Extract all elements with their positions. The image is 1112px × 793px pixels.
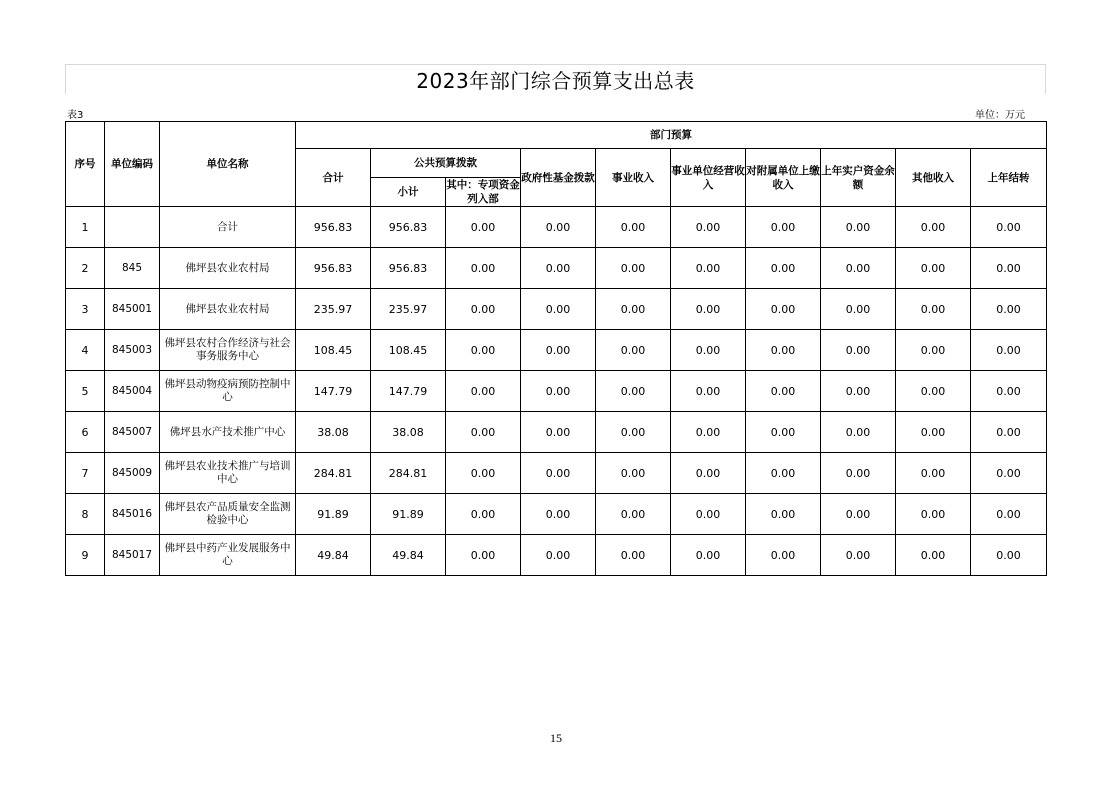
cell-subtotal: 284.81 (371, 453, 446, 494)
cell-total: 108.45 (296, 330, 371, 371)
cell-business: 0.00 (671, 289, 746, 330)
cell-unit-code (105, 207, 160, 248)
cell-subordinate: 0.00 (746, 453, 821, 494)
cell-special: 0.00 (446, 412, 521, 453)
cell-gov-fund: 0.00 (521, 412, 596, 453)
header-seq: 序号 (66, 122, 105, 207)
cell-unit-code: 845001 (105, 289, 160, 330)
cell-business: 0.00 (671, 371, 746, 412)
cell-subtotal: 235.97 (371, 289, 446, 330)
cell-subordinate: 0.00 (746, 289, 821, 330)
cell-career: 0.00 (596, 289, 671, 330)
cell-seq: 4 (66, 330, 105, 371)
header-subordinate-income: 对附属单位上缴收入 (746, 149, 821, 207)
header-unit-code: 单位编码 (105, 122, 160, 207)
table-row (66, 248, 1047, 289)
cell-business: 0.00 (671, 494, 746, 535)
cell-gov-fund: 0.00 (521, 371, 596, 412)
cell-unit-code: 845004 (105, 371, 160, 412)
table-body (66, 207, 1047, 576)
table-row (66, 535, 1047, 576)
cell-carryover: 0.00 (971, 494, 1047, 535)
cell-unit-name: 佛坪县农业技术推广与培训中心 (160, 453, 296, 494)
header-other-income: 其他收入 (896, 149, 971, 207)
cell-prev-balance: 0.00 (821, 412, 896, 453)
cell-gov-fund: 0.00 (521, 207, 596, 248)
cell-subordinate: 0.00 (746, 412, 821, 453)
cell-carryover: 0.00 (971, 207, 1047, 248)
cell-prev-balance: 0.00 (821, 207, 896, 248)
page-title: 2023年部门综合预算支出总表 (416, 69, 695, 93)
cell-carryover: 0.00 (971, 371, 1047, 412)
cell-business: 0.00 (671, 248, 746, 289)
cell-career: 0.00 (596, 453, 671, 494)
cell-gov-fund: 0.00 (521, 453, 596, 494)
cell-seq: 2 (66, 248, 105, 289)
header-prev-balance: 上年实户资金余额 (821, 149, 896, 207)
header-total: 合计 (296, 149, 371, 207)
cell-prev-balance: 0.00 (821, 535, 896, 576)
header-business-income: 事业单位经营收入 (671, 149, 746, 207)
header-unit-name: 单位名称 (160, 122, 296, 207)
cell-seq: 9 (66, 535, 105, 576)
unit-label: 单位：万元 (975, 110, 1025, 121)
table-row (66, 207, 1047, 248)
table-row (66, 289, 1047, 330)
cell-career: 0.00 (596, 494, 671, 535)
cell-business: 0.00 (671, 207, 746, 248)
table-row (66, 371, 1047, 412)
cell-other: 0.00 (896, 330, 971, 371)
cell-unit-name: 佛坪县中药产业发展服务中心 (160, 535, 296, 576)
cell-career: 0.00 (596, 535, 671, 576)
cell-other: 0.00 (896, 371, 971, 412)
cell-unit-code: 845003 (105, 330, 160, 371)
cell-career: 0.00 (596, 207, 671, 248)
cell-total: 235.97 (296, 289, 371, 330)
cell-seq: 8 (66, 494, 105, 535)
cell-total: 147.79 (296, 371, 371, 412)
title-box (65, 64, 1046, 94)
cell-subtotal: 108.45 (371, 330, 446, 371)
cell-business: 0.00 (671, 330, 746, 371)
cell-gov-fund: 0.00 (521, 248, 596, 289)
cell-seq: 7 (66, 453, 105, 494)
page-number: 15 (550, 731, 562, 745)
header-gov-fund: 政府性基金拨款 (521, 149, 596, 207)
cell-special: 0.00 (446, 535, 521, 576)
cell-prev-balance: 0.00 (821, 289, 896, 330)
cell-seq: 3 (66, 289, 105, 330)
cell-total: 956.83 (296, 248, 371, 289)
cell-other: 0.00 (896, 207, 971, 248)
cell-other: 0.00 (896, 494, 971, 535)
cell-subtotal: 956.83 (371, 207, 446, 248)
cell-unit-name: 佛坪县动物疫病预防控制中心 (160, 371, 296, 412)
cell-career: 0.00 (596, 248, 671, 289)
cell-career: 0.00 (596, 412, 671, 453)
cell-carryover: 0.00 (971, 289, 1047, 330)
table-row (66, 330, 1047, 371)
cell-total: 49.84 (296, 535, 371, 576)
cell-carryover: 0.00 (971, 453, 1047, 494)
cell-business: 0.00 (671, 453, 746, 494)
header-public-budget: 公共预算拨款 (371, 149, 521, 178)
cell-subordinate: 0.00 (746, 535, 821, 576)
cell-total: 91.89 (296, 494, 371, 535)
table-row (66, 453, 1047, 494)
cell-special: 0.00 (446, 494, 521, 535)
cell-business: 0.00 (671, 412, 746, 453)
cell-career: 0.00 (596, 330, 671, 371)
cell-gov-fund: 0.00 (521, 535, 596, 576)
cell-gov-fund: 0.00 (521, 494, 596, 535)
header-career-income: 事业收入 (596, 149, 671, 207)
cell-special: 0.00 (446, 207, 521, 248)
header-subtotal: 小计 (371, 178, 446, 207)
cell-seq: 1 (66, 207, 105, 248)
cell-prev-balance: 0.00 (821, 371, 896, 412)
cell-unit-code: 845009 (105, 453, 160, 494)
cell-other: 0.00 (896, 412, 971, 453)
budget-table (65, 121, 1047, 576)
cell-other: 0.00 (896, 535, 971, 576)
cell-subordinate: 0.00 (746, 207, 821, 248)
cell-prev-balance: 0.00 (821, 248, 896, 289)
cell-subordinate: 0.00 (746, 330, 821, 371)
cell-subtotal: 147.79 (371, 371, 446, 412)
cell-seq: 5 (66, 371, 105, 412)
cell-unit-name: 佛坪县水产技术推广中心 (160, 412, 296, 453)
cell-unit-name: 佛坪县农业农村局 (160, 289, 296, 330)
cell-special: 0.00 (446, 289, 521, 330)
cell-carryover: 0.00 (971, 412, 1047, 453)
cell-special: 0.00 (446, 330, 521, 371)
cell-other: 0.00 (896, 289, 971, 330)
cell-unit-code: 845007 (105, 412, 160, 453)
cell-subtotal: 38.08 (371, 412, 446, 453)
cell-business: 0.00 (671, 535, 746, 576)
cell-special: 0.00 (446, 371, 521, 412)
cell-total: 956.83 (296, 207, 371, 248)
cell-unit-code: 845 (105, 248, 160, 289)
cell-career: 0.00 (596, 371, 671, 412)
table-row (66, 494, 1047, 535)
table-header (66, 122, 1047, 207)
table-row (66, 412, 1047, 453)
cell-prev-balance: 0.00 (821, 494, 896, 535)
cell-subtotal: 91.89 (371, 494, 446, 535)
cell-unit-name: 合计 (160, 207, 296, 248)
cell-gov-fund: 0.00 (521, 289, 596, 330)
cell-unit-code: 845016 (105, 494, 160, 535)
header-prev-carryover: 上年结转 (971, 149, 1047, 207)
cell-total: 38.08 (296, 412, 371, 453)
table-number: 表3 (67, 110, 84, 121)
cell-other: 0.00 (896, 453, 971, 494)
header-dept-budget: 部门预算 (296, 122, 1047, 149)
cell-special: 0.00 (446, 248, 521, 289)
cell-subtotal: 49.84 (371, 535, 446, 576)
cell-prev-balance: 0.00 (821, 330, 896, 371)
cell-carryover: 0.00 (971, 535, 1047, 576)
cell-unit-code: 845017 (105, 535, 160, 576)
cell-special: 0.00 (446, 453, 521, 494)
cell-unit-name: 佛坪县农业农村局 (160, 248, 296, 289)
cell-carryover: 0.00 (971, 248, 1047, 289)
cell-unit-name: 佛坪县农村合作经济与社会事务服务中心 (160, 330, 296, 371)
header-special-funds: 其中：专项资金列入部 (446, 179, 520, 205)
cell-other: 0.00 (896, 248, 971, 289)
cell-total: 284.81 (296, 453, 371, 494)
cell-subordinate: 0.00 (746, 248, 821, 289)
cell-carryover: 0.00 (971, 330, 1047, 371)
cell-seq: 6 (66, 412, 105, 453)
cell-subtotal: 956.83 (371, 248, 446, 289)
cell-prev-balance: 0.00 (821, 453, 896, 494)
cell-gov-fund: 0.00 (521, 330, 596, 371)
cell-subordinate: 0.00 (746, 371, 821, 412)
cell-unit-name: 佛坪县农产品质量安全监测检验中心 (160, 494, 296, 535)
cell-subordinate: 0.00 (746, 494, 821, 535)
